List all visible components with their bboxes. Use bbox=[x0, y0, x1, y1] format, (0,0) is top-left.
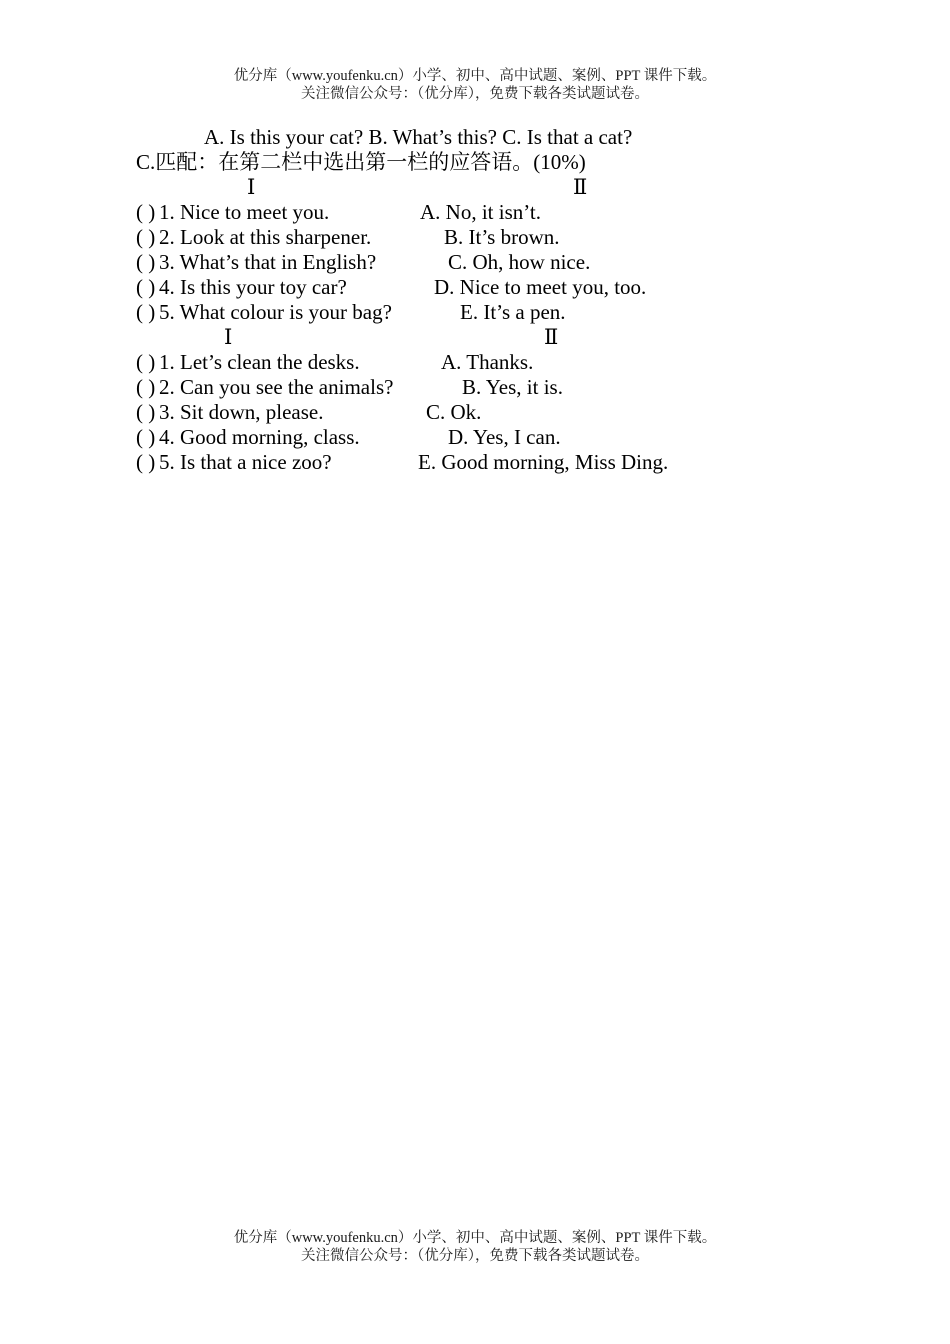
group2-answer-c: C. Ok. bbox=[426, 400, 482, 424]
group1-question-1: 1. Nice to meet you. bbox=[159, 200, 330, 224]
group1-question-2: 2. Look at this sharpener. bbox=[159, 225, 372, 249]
group2-answer-d: D. Yes, I can. bbox=[448, 425, 561, 449]
group1-answer-b: B. It’s brown. bbox=[444, 225, 560, 249]
group1-answer-c: C. Oh, how nice. bbox=[448, 250, 591, 274]
answer-blank[interactable]: ( ) bbox=[136, 400, 156, 424]
answer-blank[interactable]: ( ) bbox=[136, 425, 156, 449]
group1-answer-a: A. No, it isn’t. bbox=[420, 200, 541, 224]
answer-blank[interactable]: ( ) bbox=[136, 450, 156, 474]
group2-question-2: 2. Can you see the animals? bbox=[159, 375, 394, 399]
group1-question-4: 4. Is this your toy car? bbox=[159, 275, 347, 299]
footer-line-2: 关注微信公众号：（优分库），免费下载各类试题试卷。 bbox=[301, 1248, 649, 1264]
options-line: A. Is this your cat? B. What’s this? C. Is that a cat? bbox=[204, 125, 633, 149]
answer-blank[interactable]: ( ) bbox=[136, 375, 156, 399]
group2-question-1: 1. Let’s clean the desks. bbox=[159, 350, 360, 374]
group2-answer-a: A. Thanks. bbox=[441, 350, 534, 374]
page-footer bbox=[0, 1229, 950, 1265]
group1-column-label-left: Ⅰ bbox=[247, 175, 256, 199]
group2-answer-e: E. Good morning, Miss Ding. bbox=[418, 450, 669, 474]
group1-answer-d: D. Nice to meet you, too. bbox=[434, 275, 647, 299]
answer-blank[interactable]: ( ) bbox=[136, 350, 156, 374]
group2-question-3: 3. Sit down, please. bbox=[159, 400, 324, 424]
group1-question-3: 3. What’s that in English? bbox=[159, 250, 377, 274]
answer-blank[interactable]: ( ) bbox=[136, 250, 156, 274]
answer-blank[interactable]: ( ) bbox=[136, 300, 156, 324]
page-header bbox=[0, 67, 950, 103]
group2-column-label-right: Ⅱ bbox=[544, 325, 559, 349]
group2-question-5: 5. Is that a nice zoo? bbox=[159, 450, 332, 474]
group1-question-5: 5. What colour is your bag? bbox=[159, 300, 392, 324]
answer-blank[interactable]: ( ) bbox=[136, 200, 156, 224]
group1-column-label-right: Ⅱ bbox=[573, 175, 588, 199]
header-line-2: 关注微信公众号：（优分库），免费下载各类试题试卷。 bbox=[301, 86, 649, 102]
footer-line-1: 优分库（www.youfenku.cn）小学、初中、高中试题、案例、PPT 课件下载。 bbox=[233, 1230, 717, 1246]
group2-answer-b: B. Yes, it is. bbox=[462, 375, 563, 399]
header-line-1: 优分库（www.youfenku.cn）小学、初中、高中试题、案例、PPT 课件下载。 bbox=[233, 68, 717, 84]
answer-blank[interactable]: ( ) bbox=[136, 225, 156, 249]
group2-question-4: 4. Good morning, class. bbox=[159, 425, 360, 449]
group1-answer-e: E. It’s a pen. bbox=[460, 300, 566, 324]
group2-column-label-left: Ⅰ bbox=[224, 325, 233, 349]
section-title: C.匹配：在第二栏中选出第一栏的应答语。(10%) bbox=[136, 150, 586, 174]
answer-blank[interactable]: ( ) bbox=[136, 275, 156, 299]
